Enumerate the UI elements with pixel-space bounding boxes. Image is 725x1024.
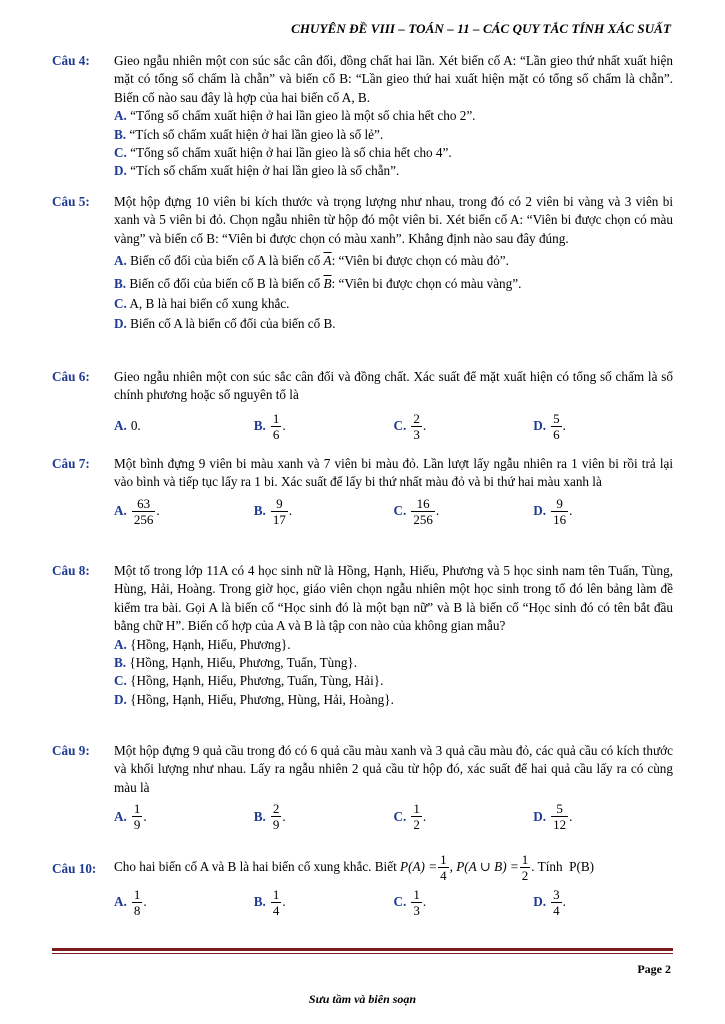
question-4 (52, 52, 673, 181)
question-label: Câu 8: (52, 563, 90, 578)
question-8 (52, 562, 673, 709)
question-7 (52, 455, 673, 527)
option-c: C. “Tổng số chấm xuất hiện ở hai lần gieo là số chia hết cho 4”. (114, 145, 452, 161)
answer-options (114, 411, 673, 442)
option-a: A. $\frac{1}{9}$ . (114, 801, 147, 833)
answer-options (114, 801, 673, 832)
question-text: Gieo ngẫu nhiên một con súc sắc cân đối, đồng chất hai lần. Xét biến cố A: “Lần gieo thứ nhất xuất hiện mặt có tổng số chấm là chẵn” và biến cố B: “Lần gieo thứ hai xuất hiện mặt có tổng số chấm là chẵn”. Biến cố nào sau đây là hợp của hai biến cố A, B. (114, 53, 673, 105)
option-c: C. A, B là hai biến cố xung khắc. (114, 296, 290, 312)
footer-divider-thin (52, 953, 673, 954)
option-b: B. $\frac{1}{4}$ . (253, 887, 286, 918)
question-label: Câu 6: (52, 369, 90, 384)
page-number: Page 2 (637, 962, 671, 976)
question-10 (52, 852, 673, 918)
option-d: D. Biến cố A là biến cố đối của biến cố B. (114, 316, 336, 332)
option-d: D. $\frac{3}{4}$ . (533, 887, 566, 918)
option-b: B. “Tích số chấm xuất hiện ở hai lần gieo là số lẻ”. (114, 126, 384, 142)
answer-options (114, 887, 673, 918)
question-label: Câu 9: (52, 743, 90, 758)
option-b: B. {Hồng, Hạnh, Hiếu, Phương, Tuấn, Tùng}. (114, 655, 358, 671)
option-c: C. $\frac{16}{256}$ . (393, 495, 440, 527)
answer-options (114, 496, 673, 527)
option-a: A. Biến cố đối của biến cố A là biến cố $\overline{A}$: “Viên bi được chọn có màu đỏ”. (114, 253, 509, 269)
option-b: B. Biến cố đối của biến cố B là biến cố $\overline{B}$: “Viên bi được chọn có màu vàng”. (114, 275, 522, 291)
option-c: C. $\frac{2}{3}$ . (393, 410, 427, 442)
option-c: C. $\frac{1}{3}$ . (393, 887, 427, 918)
question-6 (52, 368, 673, 442)
option-b: B. $\frac{1}{6}$ . (253, 410, 286, 442)
question-text: Một tổ trong lớp 11A có 4 học sinh nữ là Hồng, Hạnh, Hiếu, Phương và 5 học sinh nam tên Tuấn, Tùng, Hùng, Hải, Hoàng. Trong giờ học, giáo viên chọn ngẫu nhiên một học sinh trong tổ đó lên bảng làm đề kiểm tra bài. Gọi A là biến cố “Học sinh đó là một bạn nữ” và B là biến cố “Học sinh đó có tên bắt đầu bằng chữ H”. Biến cố hợp của A và B là tập con nào của không gian mẫu? (114, 563, 673, 634)
question-label: Câu 4: (52, 53, 90, 68)
option-c: C. $\frac{1}{2}$ . (393, 801, 427, 833)
option-a: A. $\frac{63}{256}$ . (114, 495, 160, 527)
question-text: Một hộp đựng 9 quả cầu trong đó có 6 quả cầu màu xanh và 3 quả cầu màu đỏ, các quả cầu có kích thước và khối lượng như nhau. Lấy ra ngẫu nhiên 2 quả cầu từ hộp đó, xác suất để hai quả cầu lấy ra có cùng màu là (114, 743, 673, 795)
question-label: Câu 5: (52, 194, 90, 209)
option-d: D. $\frac{5}{12}$ . (533, 801, 573, 833)
question-9 (52, 742, 673, 832)
question-text: Cho hai biến cố A và B là hai biến cố xung khắc. Biết P(A) = $\frac{1}{4}$ , P(A ∪ B) = $\frac{1}{2}$ . Tính P(B) (114, 852, 595, 883)
question-text: Một bình đựng 9 viên bi màu xanh và 7 viên bi màu đỏ. Lần lượt lấy ngẫu nhiên ra 1 viên bi rồi trả lại vào bình và tiếp tục lấy ra 1 bi. Xác suất để lấy bi thứ nhất màu đỏ và bi thứ hai màu xanh là (114, 456, 673, 490)
option-a: A. “Tổng số chấm xuất hiện ở hai lần gieo là một số chia hết cho 2”. (114, 108, 476, 124)
option-c: C. {Hồng, Hạnh, Hiếu, Phương, Tuấn, Tùng, Hải}. (114, 673, 384, 689)
footer-divider (52, 948, 673, 951)
option-d: D. {Hồng, Hạnh, Hiếu, Phương, Hùng, Hải, Hoàng}. (114, 691, 394, 707)
question-5 (52, 193, 673, 334)
page-header: CHUYÊN ĐỀ VIII – TOÁN – 11 – CÁC QUY TẮC TÍNH XÁC SUẤT (291, 21, 671, 36)
option-d: D. $\frac{5}{6}$ . (533, 410, 566, 442)
option-a: A. $\frac{1}{8}$ . (114, 887, 147, 918)
page-footer: Sưu tầm và biên soạn (308, 992, 417, 1006)
option-d: D. $\frac{9}{16}$ . (533, 495, 573, 527)
question-text: Gieo ngẫu nhiên một con súc sắc cân đối và đồng chất. Xác suất để mặt xuất hiện có tổng số chấm là số chính phương hoặc số nguyên tố là (114, 369, 673, 403)
question-text: Một hộp đựng 10 viên bi kích thước và trọng lượng như nhau, trong đó có 2 viên bi vàng và 3 viên bi xanh và 5 viên bi đỏ. Chọn ngẫu nhiên từ hộp đó một viên bi. Xét biến cố A: “Viên bi được chọn có màu vàng” và biến cố B: “Viên bi được chọn có màu xanh”. Khẳng định nào sau đây đúng. (114, 194, 673, 246)
option-b: B. $\frac{9}{17}$ . (253, 495, 293, 527)
option-b: B. $\frac{2}{9}$ . (253, 801, 286, 833)
option-a: A. {Hồng, Hạnh, Hiếu, Phương}. (114, 636, 291, 652)
option-d: D. “Tích số chấm xuất hiện ở hai lần gieo là số chẵn”. (114, 163, 400, 179)
option-a: A. 0 . (114, 418, 141, 434)
question-label: Câu 7: (52, 456, 90, 471)
question-label: Câu 10: (52, 861, 97, 876)
